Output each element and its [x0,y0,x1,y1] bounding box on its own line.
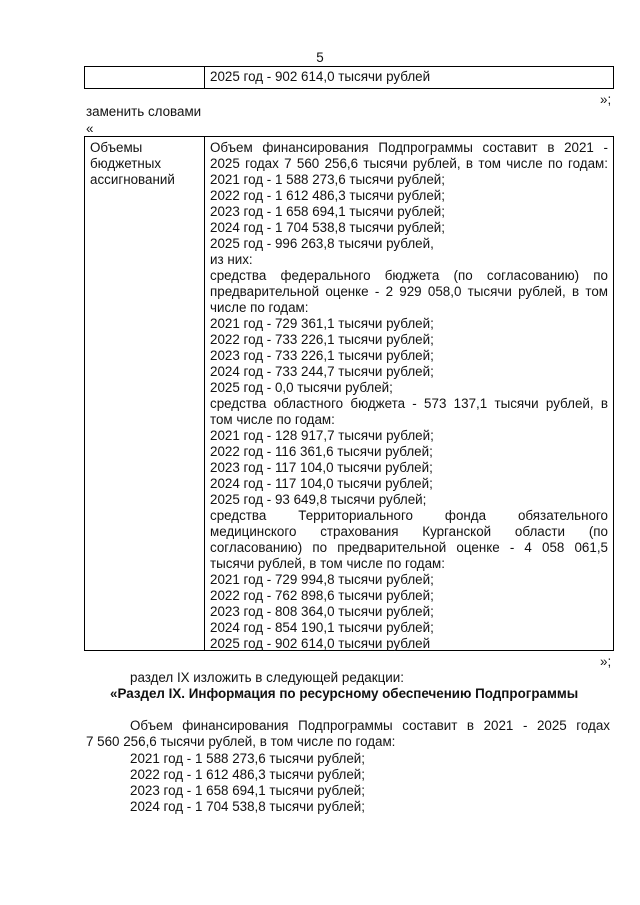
right-cell-line: 2022 год - 762 898,6 тысячи рублей; [210,588,434,603]
right-cell-line: 2021 год - 729 361,1 тысячи рублей; [210,316,434,331]
right-cell-line: 2025 год - 93 649,8 тысячи рублей; [210,492,427,507]
top-close-quote: »; [600,92,612,107]
right-cell-line: 2024 год - 854 190,1 тысячи рублей; [210,620,434,635]
right-cell-line: 2023 год - 733 226,1 тысячи рублей; [210,348,434,363]
right-cell-line: 2021 год - 128 917,7 тысячи рублей; [210,428,434,443]
right-cell-line: том числе по годам: [210,412,335,427]
replace-words: заменить словами [86,104,202,119]
right-cell-line: предварительной оценке - 2 929 058,0 тысячи рублей, в том [210,284,608,299]
open-quote: « [86,121,94,136]
left-cell-line: Объемы [90,140,143,155]
body-year-line: 2024 год - 1 704 538,8 тысячи рублей; [130,799,365,814]
section-intro: раздел IX изложить в следующей редакции: [130,670,404,685]
budget-table-divider [204,136,205,651]
right-cell-line: 2023 год - 1 658 694,1 тысячи рублей; [210,204,445,219]
body-paragraph-line: Объем финансирования Подпрограммы составит в 2021 - 2025 годах [130,718,610,733]
right-cell-line: 2023 год - 808 364,0 тысячи рублей; [210,604,434,619]
section-heading: «Раздел IX. Информация по ресурсному обеспечению Подпрограммы [110,686,579,701]
top-table-divider [204,66,205,89]
right-cell-line: 2024 год - 117 104,0 тысячи рублей; [210,476,433,491]
right-cell-line: тысячи рублей, в том числе по годам: [210,556,445,571]
top-row-text: 2025 год - 902 614,0 тысячи рублей [210,69,431,84]
body-year-line: 2023 год - 1 658 694,1 тысячи рублей; [130,783,365,798]
page-number: 5 [316,50,324,65]
right-cell-line: 2025 год - 902 614,0 тысячи рублей [210,636,431,651]
right-cell-line: 2023 год - 117 104,0 тысячи рублей; [210,460,433,475]
body-year-line: 2022 год - 1 612 486,3 тысячи рублей; [130,767,365,782]
right-cell-line: 2021 год - 1 588 273,6 тысячи рублей; [210,172,445,187]
right-cell-line: 2022 год - 733 226,1 тысячи рублей; [210,332,434,347]
right-cell-line: согласованию) по предварительной оценке - 4 058 061,5 [210,540,608,555]
right-cell-line: 2025 годах 7 560 256,6 тысячи рублей, в том числе по годам: [210,156,608,171]
right-cell-line: из них: [210,252,253,267]
right-cell-line: числе по годам: [210,300,309,315]
right-cell-line: 2022 год - 1 612 486,3 тысячи рублей; [210,188,445,203]
right-cell-line: медицинского страхования Курганской области (по [210,524,608,539]
table-close-quote: »; [600,654,612,669]
left-cell-line: ассигнований [90,172,175,187]
right-cell-line: 2025 год - 0,0 тысячи рублей; [210,380,393,395]
right-cell-line: 2021 год - 729 994,8 тысячи рублей; [210,572,434,587]
right-cell-line: Объем финансирования Подпрограммы составит в 2021 - [210,140,608,155]
right-cell-line: 2025 год - 996 263,8 тысячи рублей, [210,236,434,251]
body-paragraph-line: 7 560 256,6 тысячи рублей, в том числе по годам: [86,734,396,749]
right-cell-line: средства областного бюджета - 573 137,1 тысячи рублей, в [210,396,608,411]
right-cell-line: средства федерального бюджета (по согласованию) по [210,268,608,283]
right-cell-line: 2024 год - 1 704 538,8 тысячи рублей; [210,220,445,235]
right-cell-line: средства Территориального фонда обязательного [210,508,608,523]
body-year-line: 2021 год - 1 588 273,6 тысячи рублей; [130,751,365,766]
right-cell-line: 2022 год - 116 361,6 тысячи рублей; [210,444,433,459]
right-cell-line: 2024 год - 733 244,7 тысячи рублей; [210,364,434,379]
left-cell-line: бюджетных [90,156,162,171]
